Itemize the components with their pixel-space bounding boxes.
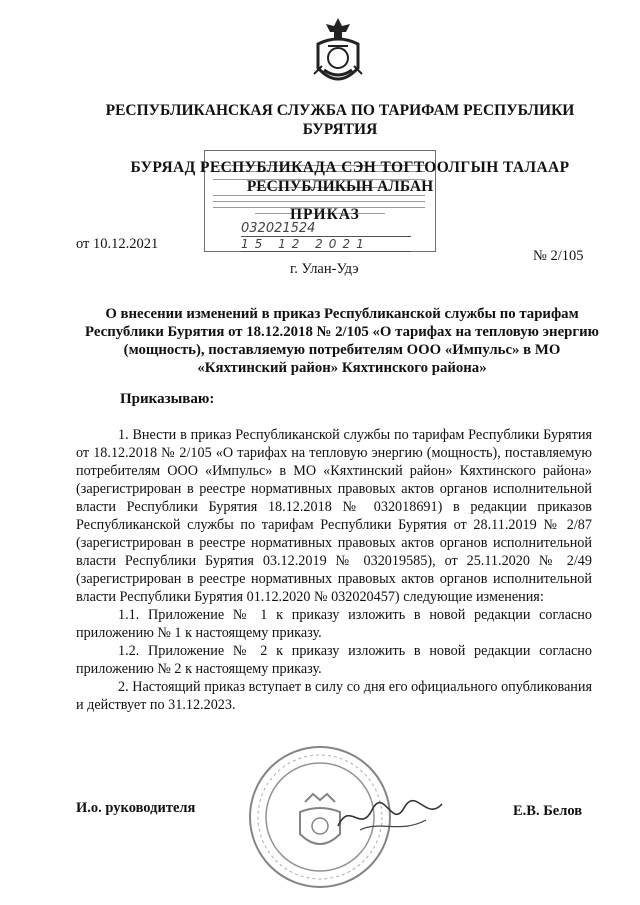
document-date: от 10.12.2021 bbox=[76, 236, 159, 252]
document-type: ПРИКАЗ bbox=[290, 206, 360, 223]
paragraph-2: 2. Настоящий приказ вступает в силу со дня его официального опубликования и действует по 31.12.2023. bbox=[76, 679, 592, 713]
stamp-reg-number: 032021524 bbox=[241, 221, 411, 237]
republic-emblem-icon bbox=[308, 14, 368, 92]
signatory-name: Е.В. Белов bbox=[513, 803, 583, 819]
agency-name-line2: БУРЯТИЯ bbox=[302, 121, 378, 138]
document-city: г. Улан-Удэ bbox=[290, 261, 359, 277]
agency-name-buryat-2: РЕСПУБЛИКЫН АЛБАН bbox=[246, 178, 434, 195]
paragraph-1-1: 1.1. Приложение № 1 к приказу изложить в новой редакции согласно приложению № 1 к настоящему приказу. bbox=[76, 607, 592, 641]
agency-name bbox=[60, 101, 620, 139]
stamp-reg-date: 15 12 2021 bbox=[241, 237, 411, 252]
signature-mark bbox=[330, 790, 450, 840]
agency-name-line1: РЕСПУБЛИКАНСКАЯ СЛУЖБА ПО ТАРИФАМ РЕСПУБЛИКИ bbox=[105, 102, 575, 119]
document-body bbox=[76, 426, 592, 714]
agency-name-buryat: БУРЯАД РЕСПУБЛИКАДА СЭН ТОГТООЛГЫН ТАЛААР bbox=[130, 159, 570, 176]
document-title: О внесении изменений в приказ Республиканской службы по тарифам Республики Бурятия от 18.12.2018 № 2/105 «О тарифах на тепловую энергию (мощность), поставляемую потребителям ООО «Импульс» в МО «Кяхтинский район» Кяхтинского района» bbox=[85, 306, 599, 376]
signatory-position: И.о. руководителя bbox=[76, 800, 196, 816]
paragraph-1-2: 1.2. Приложение № 2 к приказу изложить в новой редакции согласно приложению № 2 к настоящему приказу. bbox=[76, 643, 592, 677]
document-number: № 2/105 bbox=[533, 248, 584, 264]
order-word: Приказываю: bbox=[120, 391, 215, 407]
paragraph-1: 1. Внести в приказ Республиканской службы по тарифам Республики Бурятия от 18.12.2018 № 2/105 «О тарифах на тепловую энергию (мощность), поставляемую потребителям ООО «Импульс» в МО «Кяхтинский район» Кяхтинского района» (зарегистрирован в реестре нормативных правовых актов органов исполнительной власти Республики Бурятия 18.12.2018 № 032018691) в редакции приказов Республиканской службы по тарифам Республики Бурятия от 28.11.2019 № 2/87 (зарегистрирован в реестре нормативных правовых актов органов исполнительной власти Республики Бурятия 03.12.2019 № 032019585), от 25.11.2020 № 2/49 (зарегистрирован в реестре нормативных правовых актов органов исполнительной власти Республики Бурятия 01.12.2020 № 032020457) следующие изменения: bbox=[76, 427, 592, 605]
